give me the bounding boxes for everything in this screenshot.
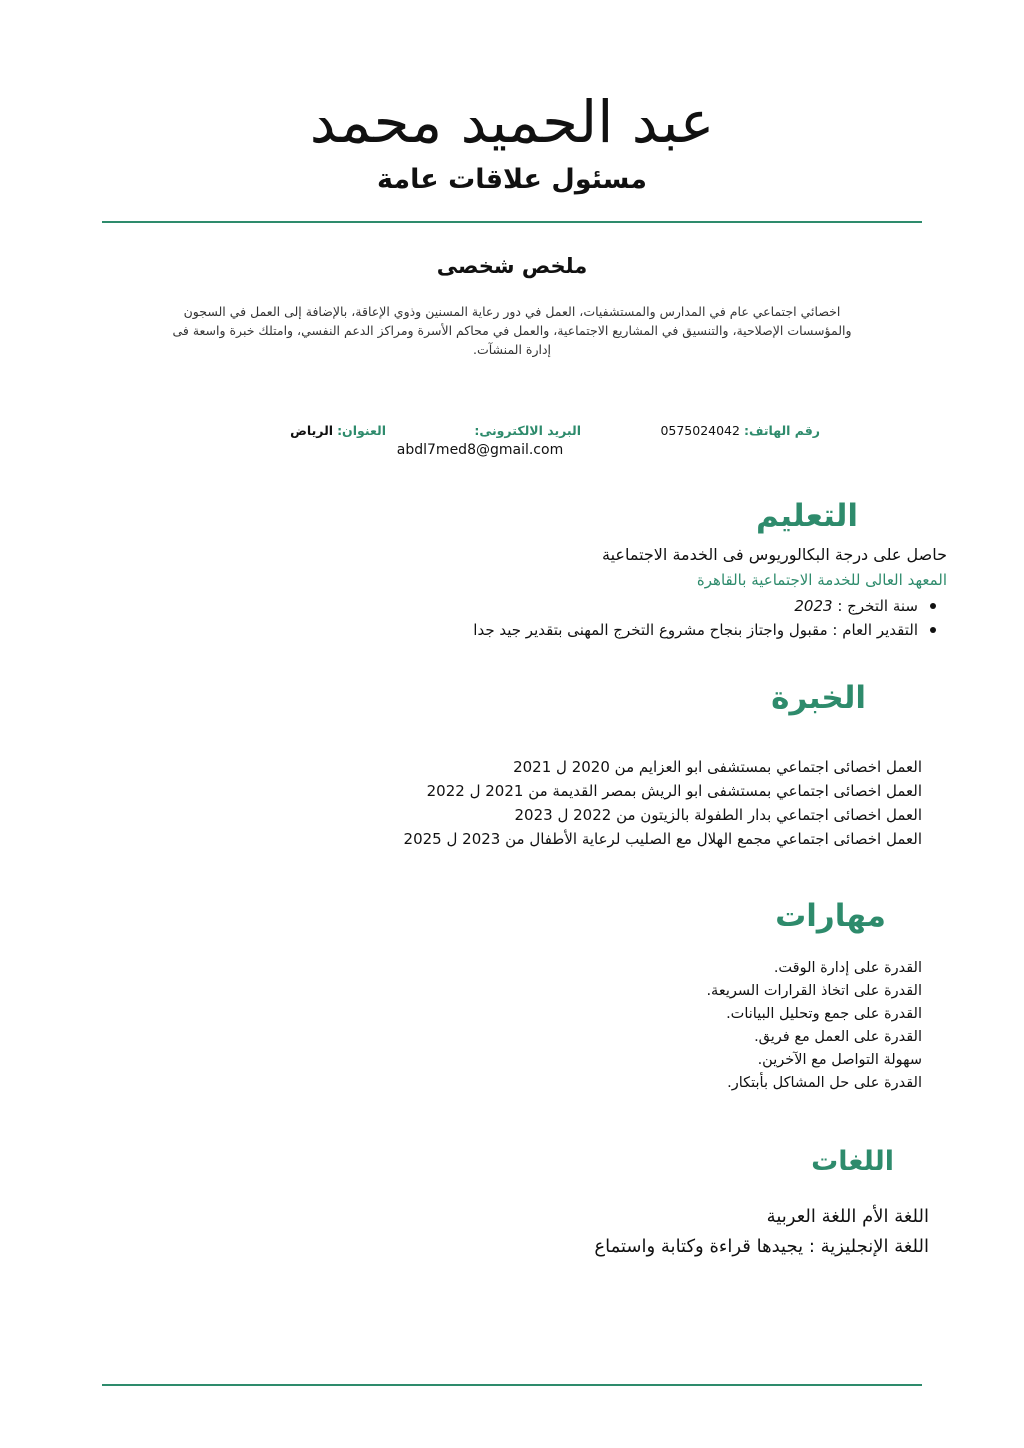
address-value: الرياض xyxy=(290,423,334,438)
email-label: البريد الالكترونى: xyxy=(474,423,581,438)
skill-item: القدرة على إدارة الوقت. xyxy=(773,960,922,976)
languages-list xyxy=(594,1202,929,1262)
education-details xyxy=(473,594,918,642)
skills-title: مهارات xyxy=(775,898,886,934)
experience-item: العمل اخصائى اجتماعي مجمع الهلال مع الصليب لرعاية الأطفال من 2023 ل 2025 xyxy=(403,830,922,848)
language-item: اللغة الأم اللغة العربية xyxy=(766,1206,929,1227)
graduation-year: 2023 xyxy=(794,597,833,615)
header-divider xyxy=(102,221,922,223)
experience-list xyxy=(404,755,922,851)
language-item: اللغة الإنجليزية : يجيدها قراءة وكتابة واستماع xyxy=(594,1236,929,1257)
experience-item: العمل اخصائى اجتماعي بدار الطفولة بالزيتون من 2022 ل 2023 xyxy=(514,806,922,824)
graduation-year-item xyxy=(473,594,918,618)
experience-item: العمل اخصائى اجتماعي بمستشفى ابو العزايم من 2020 ل 2021 xyxy=(513,758,922,776)
grade-item: التقدير العام : مقبول واجتاز بنجاح مشروع التخرج المهنى بتقدير جيد جدا xyxy=(473,618,918,642)
summary-title: ملخص شخصى xyxy=(436,254,588,278)
graduation-label: سنة التخرج : xyxy=(837,597,918,615)
education-institution: المعهد العالى للخدمة الاجتماعية بالقاهرة xyxy=(696,571,947,589)
skill-item: القدرة على حل المشاكل بأبتكار. xyxy=(727,1075,922,1091)
contact-phone xyxy=(660,422,820,440)
contact-email-label xyxy=(474,422,581,440)
job-title: مسئول علاقات عامة xyxy=(377,164,647,195)
phone-label: رقم الهاتف: xyxy=(743,423,820,438)
candidate-name: عبد الحميد محمد xyxy=(309,88,715,156)
experience-title: الخبرة xyxy=(771,680,866,716)
education-degree: حاصل على درجة البكالوريوس فى الخدمة الاجتماعية xyxy=(601,545,947,564)
experience-item: العمل اخصائى اجتماعي بمستشفى ابو الريش بمصر القديمة من 2021 ل 2022 xyxy=(426,782,922,800)
skill-item: سهولة التواصل مع الآخرين. xyxy=(757,1052,922,1068)
summary-text: اخصائي اجتماعي عام في المدارس والمستشفيات، العمل في دور رعاية المسنين وذوي الإعاقة، بالإضافة إلى العمل في السجون والمؤسسات الإصلاحية، والتنسيق في المشاريع الاجتماعية، والعمل في محاكم الأسرة ومراكز الدعم النفسي، وامتلك خبرة واسعة فى إدارة المنشآت. xyxy=(172,304,852,357)
email-value[interactable]: abdl7med8@gmail.com xyxy=(396,442,564,458)
skill-item: القدرة على العمل مع فريق. xyxy=(754,1029,922,1045)
education-title: التعليم xyxy=(755,498,858,534)
phone-value: 0575024042 xyxy=(660,423,740,438)
skill-item: القدرة على جمع وتحليل البيانات. xyxy=(726,1006,922,1022)
contact-address xyxy=(290,422,386,440)
languages-title: اللغات xyxy=(811,1146,894,1177)
skill-item: القدرة على اتخاذ القرارات السريعة. xyxy=(706,983,922,999)
footer-divider xyxy=(102,1384,922,1386)
skills-list xyxy=(706,957,922,1095)
address-label: العنوان: xyxy=(337,423,386,438)
